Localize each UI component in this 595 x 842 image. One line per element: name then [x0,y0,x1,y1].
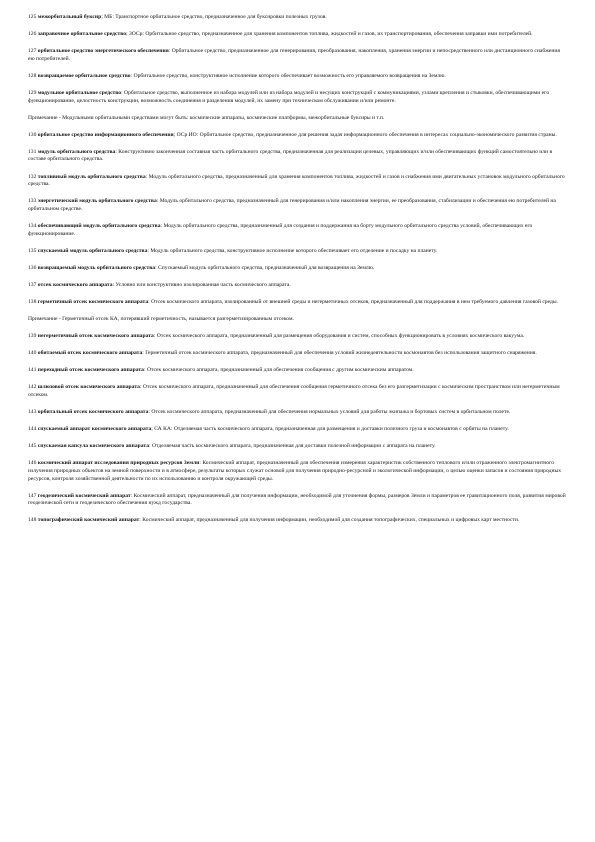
entry-term: заправочное орбитальное средство [37,31,127,38]
entry-number: 130 [28,131,37,138]
entry-definition: Отсек космического аппарата, предназначенный для обеспечения сообщения с другим космическим аппаратом. [145,367,414,374]
glossary-entry [28,223,567,238]
entry-number: 126 [28,31,37,38]
note-text: Примечание - Герметичный отсек КА, потерявший герметичность, называется разгерметизированным отсеком. [28,315,294,322]
entry-definition: Конструктивно законченная составная часть орбитального средства, предназначенная для реализации целевых, управляющих и/или обеспечивающих функций самостоятельно или в составе орбитального средства. [28,148,553,163]
entry-abbreviation: ; ЗОСр: [126,31,144,38]
entry-number: 148 [28,517,37,524]
entry-definition: Герметичный отсек космического аппарата, предназначенный для обеспечения условий жизнедеятельности космонавтов без использования защитного снаряжения. [143,350,537,357]
entry-definition: Орбитальное средство, конструктивное исполнение которого обеспечивает возможность его управляемого возвращения на Землю. [132,72,446,79]
entry-definition: Спускаемый модуль орбитального средства, предназначенный для возвращения на Землю. [156,264,375,271]
entry-abbreviation: : [153,333,156,340]
entry-term: модульное орбитальное средство [37,89,122,96]
entry-abbreviation: : [148,298,150,305]
entry-number: 125 [28,14,37,20]
glossary-entry [28,493,567,508]
entry-abbreviation: : [160,222,163,229]
glossary-entry [28,248,567,256]
glossary-entry [28,132,567,140]
entry-abbreviation: : [147,247,149,254]
glossary-entry [28,299,567,307]
entry-definition: Космический аппарат, предназначенный для получения информации, необходимой для создания топографических, специальных и цифровых карт местности. [140,517,520,524]
entry-abbreviation: : [148,409,150,416]
entry-number: 131 [28,148,37,155]
entry-number: 144 [28,426,37,433]
entry-abbreviation: : [199,460,201,467]
glossary-entry [28,282,567,290]
entry-term: орбитальный отсек космического аппарата [37,409,149,416]
entry-definition: Отсек космического аппарата, предназначенный для обеспечения сообщения герметичного отсека без его разгерметизации с космическим пространством или негерметичным отсеком. [28,384,560,398]
entry-number: 142 [28,384,37,391]
note-text: Примечание - Модульными орбитальными средствами могут быть: космические аппараты, космические платформы, межорбитальные буксиры и т.п. [28,114,385,121]
entry-abbreviation: : [115,148,117,155]
entry-abbreviation: ; ОСр ИО: [173,131,199,138]
entry-definition: Модуль орбитального средства, предназначенный для генерирования и/или накопления энергии, ее преобразования, стабилизации и обеспечения ею потребителей на орбитальном средстве. [28,198,556,212]
entry-abbreviation: : [149,443,151,450]
glossary-note [28,115,567,123]
entry-number: 133 [28,198,37,205]
entry-abbreviation: : [139,384,142,391]
entry-number: 136 [28,264,37,271]
glossary-entry [28,198,567,213]
entry-number: 128 [28,72,37,79]
entry-term: орбитальное средство энергетического обеспечения [37,48,169,55]
glossary-entry [28,350,567,358]
entry-abbreviation: : [121,89,123,96]
glossary-entry [28,14,567,22]
entry-term: негерметичный отсек космического аппарата [37,333,154,340]
entry-term: орбитальное средство информационного обеспечения [37,131,174,138]
entry-abbreviation: ; МБ: [101,14,114,20]
entry-number: 127 [28,48,37,55]
glossary-note [28,316,567,324]
entry-term: топливный модуль орбитального средства [37,173,146,180]
entry-term: возвращаемое орбитальное средство [37,72,131,79]
entry-number: 147 [28,492,37,499]
entry-definition: Отсек космического аппарата, предназначенный для размещения оборудования и систем, способных функционировать в условиях космического вакуума. [155,333,525,340]
entry-term: межорбитальный буксир [37,14,102,20]
entry-abbreviation: : [130,72,133,79]
entry-definition: Отделяемая часть космического аппарата, предназначенная для доставки полезной информации с аппарата на планету. [150,443,436,450]
glossary-entry [28,384,567,399]
entry-abbreviation: : [168,48,171,55]
entry-abbreviation: : [112,281,115,288]
entry-definition: Орбитальное средство, предназначенное для генерирования, преобразования, накопления, хранения энергии и непосредственного или дистанционного снабжения ею потребителей. [28,48,560,62]
entry-term: обитаемый отсек космического аппарата [37,350,143,357]
entry-number: 138 [28,298,37,305]
entry-term: энергетический модуль орбитального средства [37,198,157,205]
glossary-entry [28,174,567,189]
entry-term: переходный отсек космического аппарата [37,367,144,374]
glossary-entry [28,409,567,417]
entry-term: модуль орбитального средства [37,148,116,155]
entry-definition: Отсек космического аппарата, предназначенный для обеспечения нормальных условий для работы экипажа и бортовых систем в орбитальном полете. [150,409,511,416]
entry-abbreviation: : [143,367,146,374]
entry-definition: Космический аппарат, предназначенный для получения информации, необходимой для уточнения формы, размеров Земли и параметров ее гравитационного поля, развития мировой геодезической сети и геодезического обеспечения нужд государства. [28,492,566,507]
entry-number: 132 [28,173,37,180]
entry-number: 137 [28,281,37,288]
entry-definition: Модуль орбитального средства, конструктивное исполнение которого обеспечивает его отделение и посадку на планету. [148,247,438,254]
glossary-entry [28,48,567,63]
entry-number: 141 [28,367,37,374]
entry-definition: Орбитальное средство, предназначенное для решения задач информационного обеспечения в интересах социально-экономического развития страны. [198,131,557,138]
entry-number: 145 [28,443,37,450]
entry-term: отсек космического аппарата [37,281,113,288]
entry-term: спускаемый аппарат космического аппарата [37,426,152,433]
glossary-entry [28,333,567,341]
entry-abbreviation: : [156,198,159,205]
entry-number: 135 [28,247,37,254]
glossary-entry [28,265,567,273]
entry-number: 140 [28,350,37,357]
entry-abbreviation: ; СА КА: [151,426,173,433]
glossary-entry [28,367,567,375]
entry-definition: Отсек космического аппарата, изолированный от внешней среды и негерметичных отсеков, предназначенный для поддержания в нем требуемого давления газовой среды. [149,298,559,305]
entry-term: обеспечивающий модуль орбитального средства [37,222,161,229]
glossary-entry [28,443,567,451]
glossary-entry [28,460,567,483]
entry-definition: Условно или конструктивно изолированная часть космического аппарата. [114,281,291,288]
entry-term: спускаемый модуль орбитального средства [37,247,148,254]
entry-abbreviation: : [142,350,144,357]
entry-abbreviation: : [139,517,141,524]
entry-term: топографический космический аппарат [37,517,140,524]
entry-term: геодезический космический аппарат [37,492,131,499]
entry-term: спускаемая капсула космического аппарата [37,443,150,450]
entry-number: 146 [28,460,37,467]
entry-abbreviation: : [130,492,133,499]
glossary-entries [28,14,567,525]
entry-definition: Отделяемая часть космического аппарата, предназначенная для размещения и доставки полезного груза и космонавтов с орбиты на планету. [172,426,509,433]
entry-number: 143 [28,409,37,416]
entry-definition: Космический аппарат, предназначенный для обеспечения измерения характеристик собственного теплового и/или отраженного электромагнитного излучения природных объектов на земной поверхности и в атмосфере, результаты которых служат основой для получения природно-ресурсной и экологической информации, о целью оценки запасов и состояния природных ресурсов, контроля хозяйственной деятельности по их использованию и контроля окружающей среды. [28,460,562,482]
entry-definition: Орбитальное средство, выполненное из набора модулей или из набора модулей и несущих конструкций с коммуникациями, узлами крепления и стыковки, обеспечивающими его функционирование, целостность конструкции, возможность соединения и разделения модулей, их замену при техническом обслуживании и/или ремонте. [28,89,550,104]
entry-term: космический аппарат исследования природных ресурсов Земли [37,460,200,467]
entry-number: 139 [28,333,37,340]
entry-term: герметичный отсек космического аппарата [37,298,149,305]
entry-definition: Орбитальное средство, предназначенное для хранения компонентов топлива, жидкостей и газов, их транспортирования, обеспечения заправки ими потребителей. [143,31,533,38]
entry-abbreviation: : [145,173,148,180]
glossary-entry [28,426,567,434]
glossary-entry [28,31,567,39]
entry-definition: Модуль орбитального средства, предназначенный для хранения компонентов топлива, жидкостей и газов и снабжения ими двигательных установок модульного орбитального средства. [28,173,565,188]
entry-number: 134 [28,222,37,229]
entry-term: возвращаемый модуль орбитального средства [37,264,156,271]
entry-definition: Транспортное орбитальное средство, предназначенное для буксировки полезных грузов. [113,14,327,20]
entry-term: шлюзовой отсек космического аппарата [37,384,140,391]
glossary-entry [28,90,567,105]
entry-number: 129 [28,89,37,96]
glossary-entry [28,73,567,81]
entry-definition: Модуль орбитального средства, предназначенный для создания и поддержания на борту модульного орбитального средства условий, обеспечивающих его функционирование. [28,222,533,237]
glossary-entry [28,149,567,164]
entry-abbreviation: : [155,264,157,271]
glossary-entry [28,517,567,525]
